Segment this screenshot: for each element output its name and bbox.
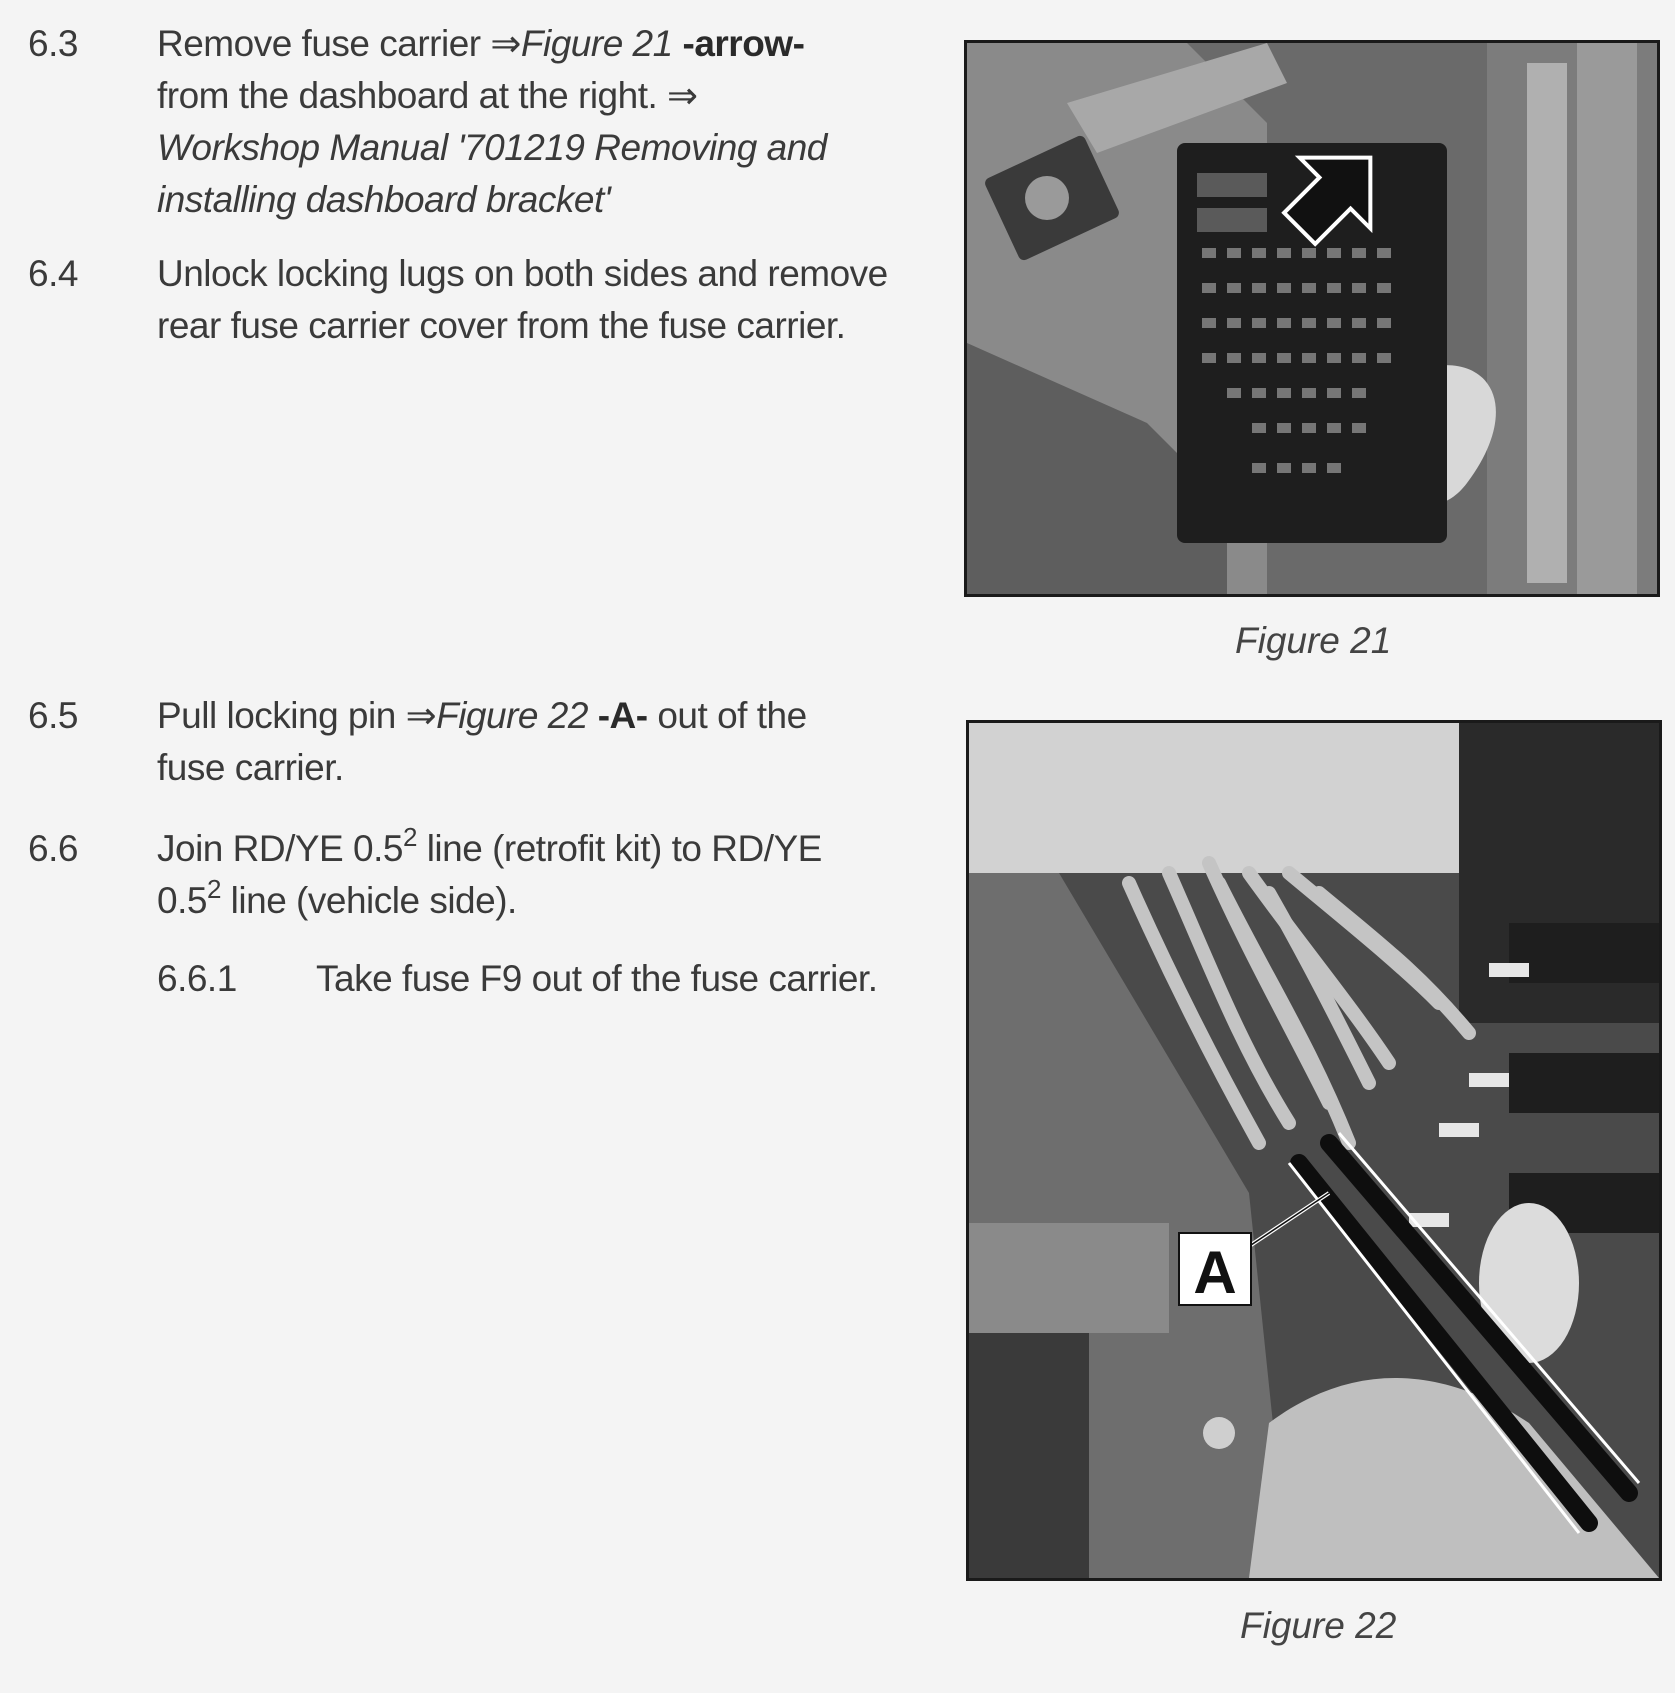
step-number: 6.4 xyxy=(28,253,78,294)
step-text: Take fuse F9 out of the fuse carrier. xyxy=(316,958,878,999)
figure-reference[interactable]: Figure 22 xyxy=(436,695,588,736)
locking-pin-photo xyxy=(969,723,1659,1578)
manual-reference[interactable]: Workshop Manual '701219 Removing and installing dashboard bracket' xyxy=(157,127,827,220)
arrow-icon: ⇒ xyxy=(667,75,698,116)
callout-label-a xyxy=(1179,1233,1251,1306)
figure-22-caption: Figure 22 xyxy=(1240,1605,1397,1646)
arrow-icon: ⇒ xyxy=(490,23,521,64)
step-number: 6.6 xyxy=(28,828,78,869)
arrow-icon: ⇒ xyxy=(405,695,437,736)
step-text: Pull locking pin ⇒Figure 22 -A- out of the fuse carrier. xyxy=(157,695,807,788)
figure-reference[interactable]: Figure 21 xyxy=(520,23,673,64)
step-number: 6.5 xyxy=(28,695,78,736)
step-number: 6.6.1 xyxy=(157,958,237,999)
step-number: 6.3 xyxy=(28,23,78,64)
figure-22-photo xyxy=(966,720,1662,1581)
step-text: Remove fuse carrier ⇒Figure 21 -arrow- from the dashboard at the right. ⇒ Workshop Manual '701219 Removing and installing dashboard bracket' xyxy=(157,23,827,220)
figure-21-caption: Figure 21 xyxy=(1235,620,1392,661)
figure-21-photo xyxy=(964,40,1660,597)
svg-text:A: A xyxy=(1193,1239,1237,1306)
step-text: Join RD/YE $0.5^2$ line (retrofit kit) to RD/YE $0.5^2$ line (vehicle side). xyxy=(157,821,822,921)
step-text: Unlock locking lugs on both sides and remove rear fuse carrier cover from the fuse carrier. xyxy=(157,253,888,346)
fuse-carrier-photo xyxy=(967,43,1657,594)
